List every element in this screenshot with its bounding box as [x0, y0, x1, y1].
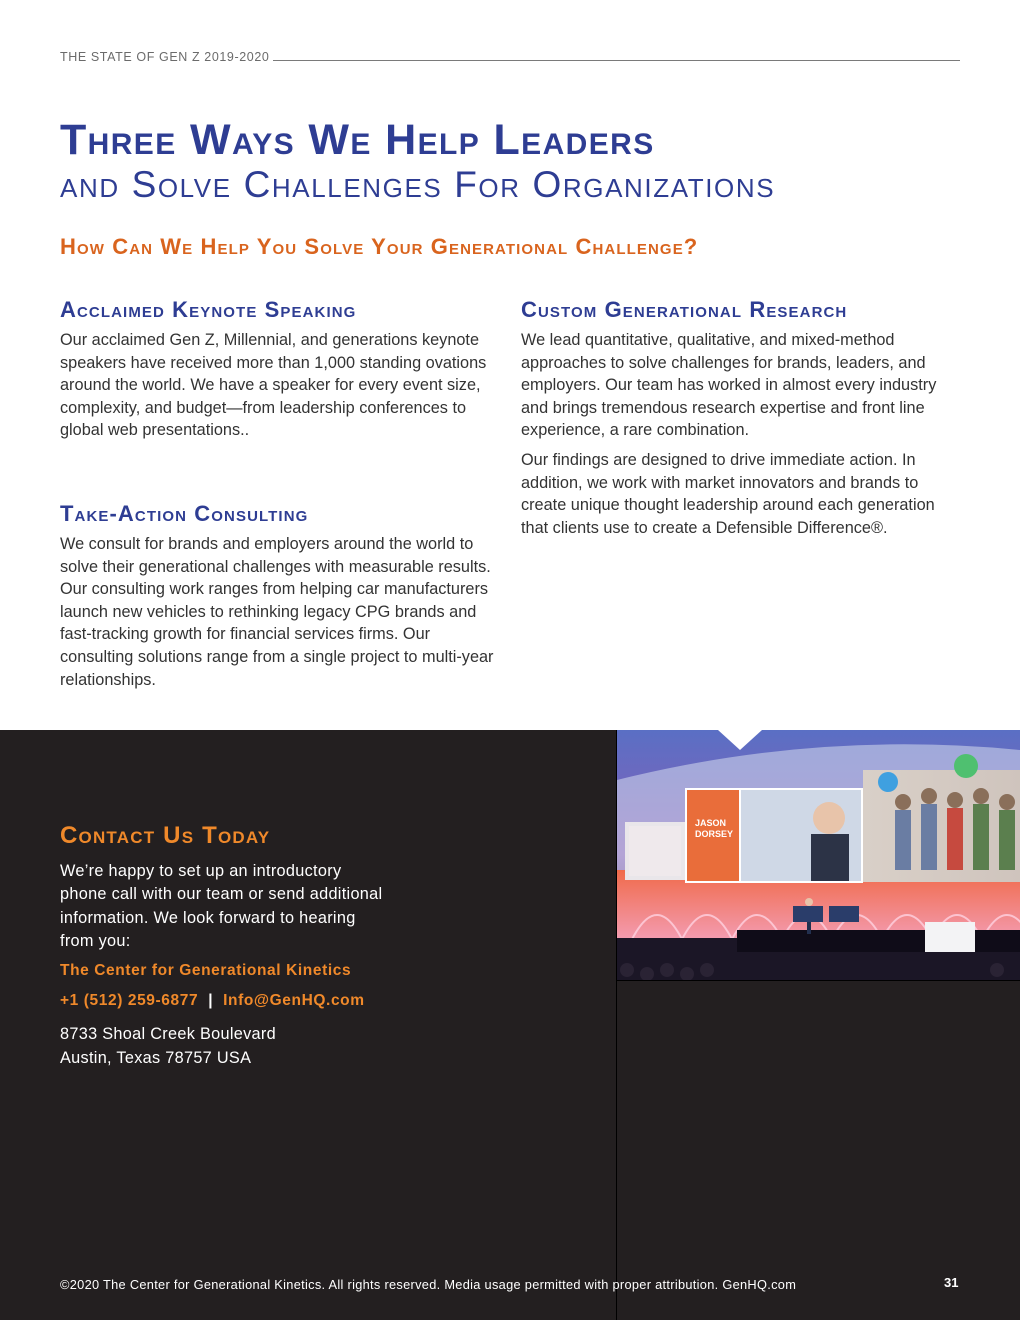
consulting-heading: Take-Action Consulting	[60, 501, 309, 526]
band-divider	[616, 730, 617, 1320]
research-paragraph-1: We lead quantitative, qualitative, and mixed-method approaches to solve challenges for brands, leaders, and employers. Our team has worked in almost every industry and brings tremendous research expertise and front line experience, a rare combination.	[521, 331, 937, 440]
address-line-2: Austin, Texas 78757 USA	[60, 1049, 252, 1067]
research-section	[521, 296, 966, 539]
contact-details	[60, 992, 365, 1010]
research-paragraph-2: Our findings are designed to drive immediate action. In addition, we work with market innovators and brands to create unique thought leadership around each generation that clients use to create a Defensible Difference®.	[521, 450, 935, 537]
keynote-paragraph: Our acclaimed Gen Z, Millennial, and generations keynote speakers have received more than 1,000 standing ovations around the world. We have a speaker for every event size, complexity, and budget—from leadership conferences to global web presentations..	[60, 331, 487, 440]
twitter-bubble	[878, 772, 898, 792]
keynote-stage-photo	[617, 730, 1020, 980]
page-number: 31	[944, 1275, 959, 1290]
like-bubble	[954, 754, 978, 778]
screen-name-first: JASON	[695, 818, 727, 828]
phone-link[interactable]: +1 (512) 259-6877	[60, 992, 199, 1009]
address-line-1: 8733 Shoal Creek Boulevard	[60, 1025, 276, 1043]
running-title: THE STATE OF GEN Z 2019-2020	[60, 50, 270, 64]
photo-bottom-line	[616, 980, 1020, 981]
contact-separator: |	[208, 992, 214, 1009]
contact-body: We’re happy to set up an introductory phone call with our team or send additional information. We look forward to hearing from you:	[60, 862, 383, 951]
address	[60, 1022, 276, 1070]
page-subtitle: and Solve Challenges For Organizations	[60, 164, 776, 205]
contact-title: Contact Us Today	[60, 822, 271, 849]
footer-copyright: ©2020 The Center for Generational Kinetics. All rights reserved. Media usage permitted with proper attribution. GenHQ.com	[60, 1277, 797, 1292]
organization-name: The Center for Generational Kinetics	[60, 962, 352, 979]
email-link[interactable]: Info@GenHQ.com	[223, 992, 365, 1009]
section-question: How Can We Help You Solve Your Generational Challenge?	[60, 234, 699, 259]
research-heading: Custom Generational Research	[521, 297, 848, 322]
consulting-paragraph: We consult for brands and employers around the world to solve their generational challenges with measurable results. Our consulting work ranges from helping car manufacturers launch new vehicles to rethinking legacy CPG brands and fast-tracking growth for financial services firms. Our consulting solutions range from a single project to multi-year relationships.	[60, 535, 494, 689]
consulting-section	[60, 500, 505, 691]
photo-notch	[718, 730, 762, 750]
keynote-section	[60, 296, 505, 442]
page-title: Three Ways We Help Leaders	[60, 116, 655, 164]
stage-podium	[925, 922, 975, 952]
keynote-heading: Acclaimed Keynote Speaking	[60, 297, 357, 322]
header-rule	[273, 60, 960, 61]
running-header	[60, 47, 960, 67]
screen-name-last: DORSEY	[695, 829, 734, 839]
